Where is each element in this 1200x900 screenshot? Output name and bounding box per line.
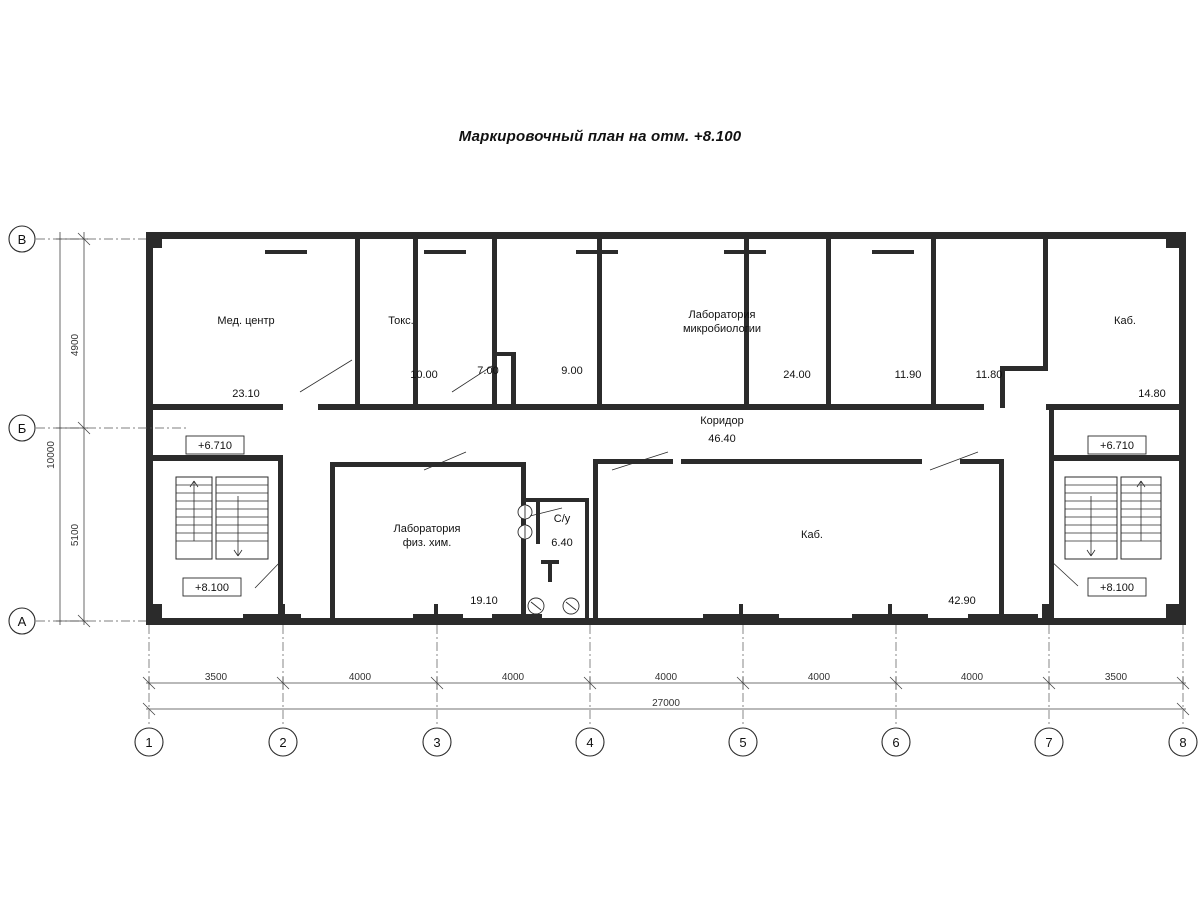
axis-label-v-0: В [17, 232, 27, 247]
room-label-lab-micro-line2: микробиологии [682, 323, 762, 335]
wall-header-toks [424, 250, 466, 254]
wall-exterior-bottom [146, 618, 1186, 625]
wall-kab-center-right [999, 459, 1004, 620]
axis-label-h-5: 6 [892, 735, 900, 750]
room-area-kab-center: 42.90 [948, 595, 976, 607]
wall-header-1190 [872, 250, 914, 254]
room-area-med-center: 23.10 [232, 388, 260, 400]
wall-labphys-right [521, 462, 526, 620]
axis-label-v-2: А [17, 614, 27, 629]
window-jamb-bottom-1 [281, 604, 285, 618]
leader-lines [255, 360, 1078, 588]
wall-stair-right-left [1049, 410, 1054, 620]
axis-label-h-3: 4 [586, 735, 594, 750]
page-title: Маркировочный план на отм. +8.100 [458, 128, 742, 145]
room-label-lab-micro-line1: Лаборатория [688, 309, 756, 321]
level-right-upper-text: +6.710 [1100, 440, 1134, 452]
wall-kab-center-top-b [681, 459, 922, 464]
wall-wc-top [521, 498, 589, 502]
stair-right [1065, 477, 1161, 559]
axis-label-h-7: 8 [1179, 735, 1187, 750]
window-sill-bottom-6 [968, 614, 1038, 618]
wall-labphys-top-b [430, 462, 526, 467]
dimension-left-total: 10000 [46, 441, 57, 469]
column-corner-8a [1166, 604, 1180, 618]
wall-partition-med-toks [355, 236, 360, 404]
dimension-bottom-5: 4000 [960, 672, 984, 683]
wall-partition-7 [492, 236, 497, 404]
dimension-bottom-2: 4000 [501, 672, 525, 683]
dimension-chain-left [46, 232, 90, 627]
wall-wc-stub [548, 562, 552, 582]
wall-jog-right [1000, 366, 1048, 371]
wall-kab-center-top-c [960, 459, 1004, 464]
wall-header-lab [724, 250, 766, 254]
column-corner-8v [1166, 234, 1180, 248]
axis-label-h-6: 7 [1045, 735, 1053, 750]
wall-partition-mid-c [744, 352, 749, 404]
room-label-med-center: Мед. центр [217, 315, 275, 327]
dimension-left-0: 4900 [70, 333, 81, 357]
wall-stair-right-top [1049, 455, 1186, 461]
level-mark-left-lower [183, 578, 241, 596]
column-corner-1v [148, 234, 162, 248]
wall-corridor-top-right [1046, 404, 1186, 410]
level-left-lower-text: +8.100 [195, 582, 229, 594]
dimension-chain-bottom [143, 672, 1189, 715]
wall-partition-mid-b [597, 352, 602, 404]
wall-partition-lab-right [826, 236, 831, 404]
window-jamb-left [148, 420, 152, 434]
wall-stair-left-top [153, 455, 283, 461]
wall-wc-right [585, 498, 589, 620]
wall-corridor-top-left [153, 404, 283, 410]
room-label-wc: С/у [553, 513, 571, 525]
level-mark-right-upper [1088, 436, 1146, 454]
stair-left [176, 477, 268, 559]
window-jamb-bottom-4 [739, 604, 743, 618]
wall-header-9 [576, 250, 618, 254]
axis-label-h-4: 5 [739, 735, 747, 750]
room-area-9: 9.00 [561, 365, 583, 377]
level-mark-right-lower [1088, 578, 1146, 596]
wall-header-med [265, 250, 307, 254]
window-jamb-bottom-5 [888, 604, 892, 618]
room-label-lab-phys-line1: Лаборатория [393, 523, 461, 535]
axis-label-h-1: 2 [279, 735, 287, 750]
room-area-7: 7.00 [477, 365, 499, 377]
room-label-toks: Токс. [388, 315, 414, 327]
wall-corridor-top-a [318, 404, 500, 410]
room-label-kab-center: Каб. [801, 529, 823, 541]
axis-label-h-2: 3 [433, 735, 441, 750]
dimension-bottom-3: 4000 [654, 672, 678, 683]
dimension-bottom-6: 3500 [1104, 672, 1128, 683]
dimension-bottom-4: 4000 [807, 672, 831, 683]
column-corner-1a [148, 604, 162, 618]
wall-exterior-right [1179, 232, 1186, 625]
room-area-wc: 6.40 [551, 537, 573, 549]
room-label-kab-right: Каб. [1114, 315, 1136, 327]
axis-markers-horizontal [135, 625, 1197, 756]
wall-header-mid-a [492, 352, 516, 356]
wall-wc-inner [536, 498, 540, 544]
room-area-kab-right: 14.80 [1138, 388, 1166, 400]
wall-wc-stub-h [541, 560, 559, 564]
wall-partition-mid-a [511, 352, 516, 404]
dimension-bottom-0: 3500 [204, 672, 228, 683]
room-area-1180: 11.80 [975, 369, 1003, 381]
window-sill-bottom-7 [1043, 614, 1053, 618]
wall-partition-1180-right [1043, 236, 1048, 366]
wall-exterior-top [146, 232, 1186, 239]
axis-markers-vertical [9, 226, 186, 634]
level-mark-left-upper [186, 436, 244, 454]
axis-label-v-1: Б [17, 421, 27, 436]
window-sill-bottom-1 [243, 614, 301, 618]
wall-labphys-left [330, 462, 335, 620]
wall-corridor-top-b [488, 404, 984, 410]
dimension-total: 27000 [652, 698, 680, 709]
window-jamb-bottom-2 [434, 604, 438, 618]
wall-kab-center-left [593, 459, 598, 620]
wall-partition-1190 [931, 236, 936, 404]
room-area-toks: 10.00 [410, 369, 438, 381]
wall-labphys-top-a [330, 462, 430, 467]
room-label-corridor: Коридор [700, 415, 744, 427]
level-left-upper-text: +6.710 [198, 440, 232, 452]
room-area-1190: 11.90 [894, 369, 922, 381]
dimension-left-1: 5100 [70, 523, 81, 547]
room-area-lab-phys: 19.10 [470, 595, 498, 607]
room-area-corridor: 46.40 [708, 433, 736, 445]
room-area-lab-micro: 24.00 [783, 369, 811, 381]
dimension-bottom-1: 4000 [348, 672, 372, 683]
axis-label-h-0: 1 [145, 735, 153, 750]
window-sill-bottom-3 [492, 614, 542, 618]
level-right-lower-text: +8.100 [1100, 582, 1134, 594]
wall-stair-left-right [278, 455, 283, 620]
room-label-lab-phys-line2: физ. хим. [402, 537, 452, 549]
